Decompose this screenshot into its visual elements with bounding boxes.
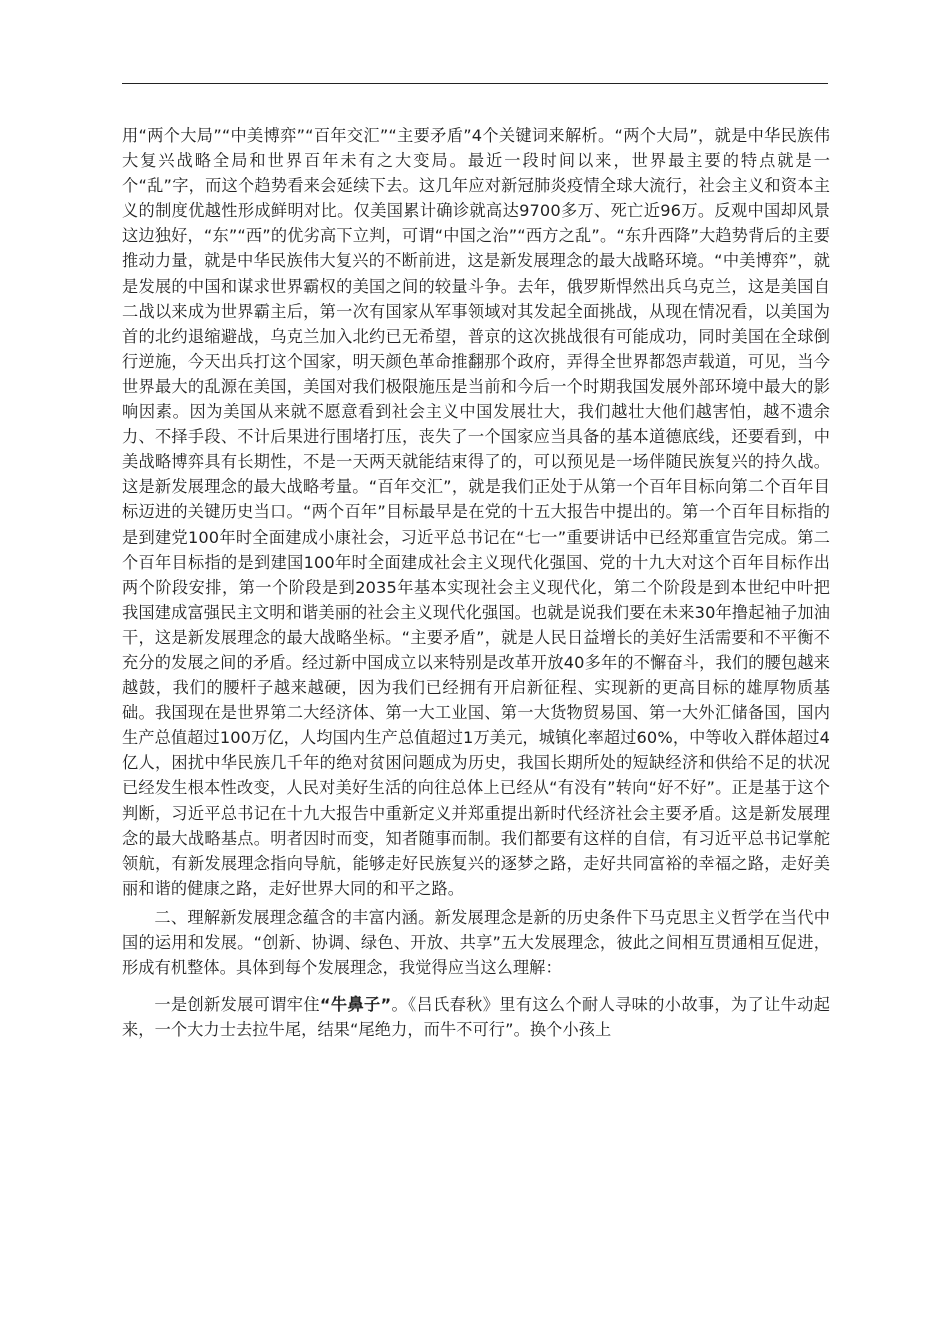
- paragraph-innovation-bold: “牛鼻子”: [319, 995, 392, 1015]
- paragraph-innovation-rest: 。《吕氏春秋》里有这么个耐人寻味的小故事，为了让牛动起来，一个大力士去拉牛尾，结果“尾绝力，而牛不可行”。换个小孩上: [122, 995, 831, 1040]
- header-rule: [122, 83, 828, 84]
- document-body: [122, 123, 830, 1042]
- paragraph-new-development-concept: 二、理解新发展理念蕴含的丰富内涵。新发展理念是新的历史条件下马克思主义哲学在当代中国的运用和发展。“创新、协调、绿色、开放、共享”五大发展理念，彼此之间相互贯通相互促进，形成有机整体。具体到每个发展理念，我觉得应当这么理解：: [122, 907, 830, 978]
- paragraph-innovation-lead: 一是创新发展可谓牢住: [154, 995, 320, 1015]
- paragraph-two-overall-situations: 用“两个大局”“中美博弈”“百年交汇”“主要矛盾”4个关键词来解析。“两个大局”，就是中华民族伟大复兴战略全局和世界百年未有之大变局。最近一段时间以来，世界最主要的特点就是一个“乱”字，而这个趋势看来会延续下去。这几年应对新冠肺炎疫情全球大流行，社会主义和资本主义的制度优越性形成鲜明对比。仅美国累计确诊就高达9700多万、死亡近96万。反观中国却风景这边独好，“东”“西”的优劣高下立判，可谓“中国之治”“西方之乱”。“东升西降”大趋势背后的主要推动力量，就是中华民族伟大复兴的不断前进，这是新发展理念的最大战略环境。“中美博弈”，就是发展的中国和谋求世界霸权的美国之间的较量斗争。去年，俄罗斯悍然出兵乌克兰，这是美国自二战以来成为世界霸主后，第一次有国家从军事领域对其发起全面挑战，从现在情况看，以美国为首的北约退缩避战，乌克兰加入北约已无希望，普京的这次挑战很有可能成功，同时美国在全球倒行逆施，今天出兵打这个国家，明天颜色革命推翻那个政府，弄得全世界都怨声载道，可见，当今世界最大的乱源在美国，美国对我们极限施压是当前和今后一个时期我国发展外部环境中最大的影响因素。因为美国从来就不愿意看到社会主义中国发展壮大，我们越壮大他们越害怕，越不遗余力、不择手段、不计后果进行围堵打压，丧失了一个国家应当具备的基本道德底线，还要看到，中美战略博弈具有长期性，不是一天两天就能结束得了的，可以预见是一场伴随民族复兴的持久战。这是新发展理念的最大战略考量。“百年交汇”，就是我们正处于从第一个百年目标向第二个百年目标迈进的关键历史当口。“两个百年”目标最早是在党的十五大报告中提出的。第一个百年目标指的是到建党100年时全面建成小康社会，习近平总书记在“七一”重要讲话中已经郑重宣告完成。第二个百年目标指的是到建国100年时全面建成社会主义现代化强国、党的十九大对这个百年目标作出两个阶段安排，第一个阶段是到2035年基本实现社会主义现代化，第二个阶段是到本世纪中叶把我国建成富强民主文明和谐美丽的社会主义现代化强国。也就是说我们要在未来30年撸起袖子加油干，这是新发展理念的最大战略坐标。“主要矛盾”，就是人民日益增长的美好生活需要和不平衡不充分的发展之间的矛盾。经过新中国成立以来特别是改革开放40多年的不懈奋斗，我们的腰包越来越鼓，我们的腰杆子越来越硬，因为我们已经拥有开启新征程、实现新的更高目标的雄厚物质基础。我国现在是世界第二大经济体、第一大工业国、第一大货物贸易国、第一大外汇储备国，国内生产总值超过100万亿，人均国内生产总值超过1万美元，城镇化率超过60%，中等收入群体超过4亿人，困扰中华民族几千年的绝对贫困问题成为历史，我国长期所处的短缺经济和供给不足的状况已经发生根本性改变，人民对美好生活的向往总体上已经从“有没有”转向“好不好”。正是基于这个判断，习近平总书记在十九大报告中重新定义并郑重提出新时代经济社会主要矛盾。这是新发展理念的最大战略基点。明者因时而变，知者随事而制。我们都要有这样的自信，有习近平总书记掌舵领航，有新发展理念指向导航，能够走好民族复兴的逐梦之路，走好共同富裕的幸福之路，走好美丽和谐的健康之路，走好世界大同的和平之路。: [122, 126, 830, 898]
- paragraph-innovation: [122, 992, 830, 1042]
